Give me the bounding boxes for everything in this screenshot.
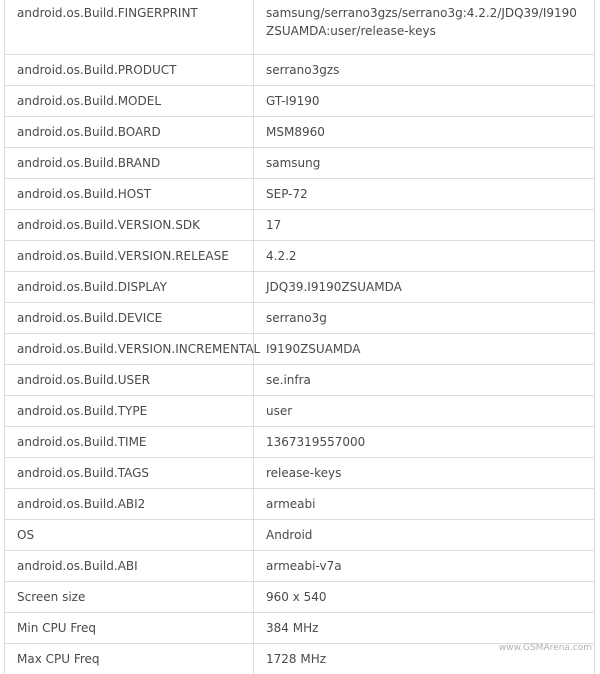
property-name: android.os.Build.PRODUCT [5, 55, 254, 86]
property-name: android.os.Build.MODEL [5, 86, 254, 117]
table-row [5, 520, 595, 551]
property-value: release-keys [254, 458, 595, 489]
table-row [5, 458, 595, 489]
property-value: GT-I9190 [254, 86, 595, 117]
property-name: android.os.Build.FINGERPRINT [5, 0, 254, 55]
property-value: 960 x 540 [254, 582, 595, 613]
property-name: android.os.Build.TAGS [5, 458, 254, 489]
property-name: android.os.Build.DISPLAY [5, 272, 254, 303]
table-row [5, 396, 595, 427]
property-name: android.os.Build.BOARD [5, 117, 254, 148]
property-name: Screen size [5, 582, 254, 613]
table-row [5, 303, 595, 334]
property-value: serrano3gzs [254, 55, 595, 86]
property-name: android.os.Build.BRAND [5, 148, 254, 179]
property-name: android.os.Build.VERSION.SDK [5, 210, 254, 241]
property-value: 1367319557000 [254, 427, 595, 458]
gsmarena-watermark: www.GSMArena.com [499, 643, 592, 653]
table-row [5, 365, 595, 396]
property-value: armeabi [254, 489, 595, 520]
table-row [5, 241, 595, 272]
property-name: android.os.Build.ABI2 [5, 489, 254, 520]
table-row [5, 179, 595, 210]
table-row [5, 55, 595, 86]
table-row [5, 551, 595, 582]
property-name: OS [5, 520, 254, 551]
property-value: 384 MHz [254, 613, 595, 644]
property-name: android.os.Build.ABI [5, 551, 254, 582]
build-properties-body [5, 0, 595, 674]
property-name: android.os.Build.HOST [5, 179, 254, 210]
property-name: android.os.Build.TYPE [5, 396, 254, 427]
property-value: user [254, 396, 595, 427]
property-value: JDQ39.I9190ZSUAMDA [254, 272, 595, 303]
property-value: MSM8960 [254, 117, 595, 148]
property-name: android.os.Build.VERSION.INCREMENTAL [5, 334, 254, 365]
property-value: I9190ZSUAMDA [254, 334, 595, 365]
property-value: serrano3g [254, 303, 595, 334]
table-row [5, 334, 595, 365]
table-row [5, 582, 595, 613]
table-row [5, 86, 595, 117]
table-row [5, 0, 595, 55]
table-row [5, 210, 595, 241]
table-row [5, 613, 595, 644]
property-value: SEP-72 [254, 179, 595, 210]
property-name: Max CPU Freq [5, 644, 254, 674]
property-value: se.infra [254, 365, 595, 396]
property-value: 1728 MHz [254, 644, 595, 674]
property-value: samsung [254, 148, 595, 179]
table-row [5, 148, 595, 179]
property-name: android.os.Build.DEVICE [5, 303, 254, 334]
property-value: 4.2.2 [254, 241, 595, 272]
table-row [5, 272, 595, 303]
property-name: android.os.Build.USER [5, 365, 254, 396]
property-name: android.os.Build.TIME [5, 427, 254, 458]
property-value: armeabi-v7a [254, 551, 595, 582]
property-value: 17 [254, 210, 595, 241]
table-row [5, 427, 595, 458]
table-row [5, 489, 595, 520]
property-value: samsung/serrano3gzs/serrano3g:4.2.2/JDQ39/I9190ZSUAMDA:user/release-keys [254, 0, 595, 55]
table-row [5, 117, 595, 148]
build-properties-table [4, 0, 595, 674]
property-name: Min CPU Freq [5, 613, 254, 644]
property-value: Android [254, 520, 595, 551]
property-name: android.os.Build.VERSION.RELEASE [5, 241, 254, 272]
